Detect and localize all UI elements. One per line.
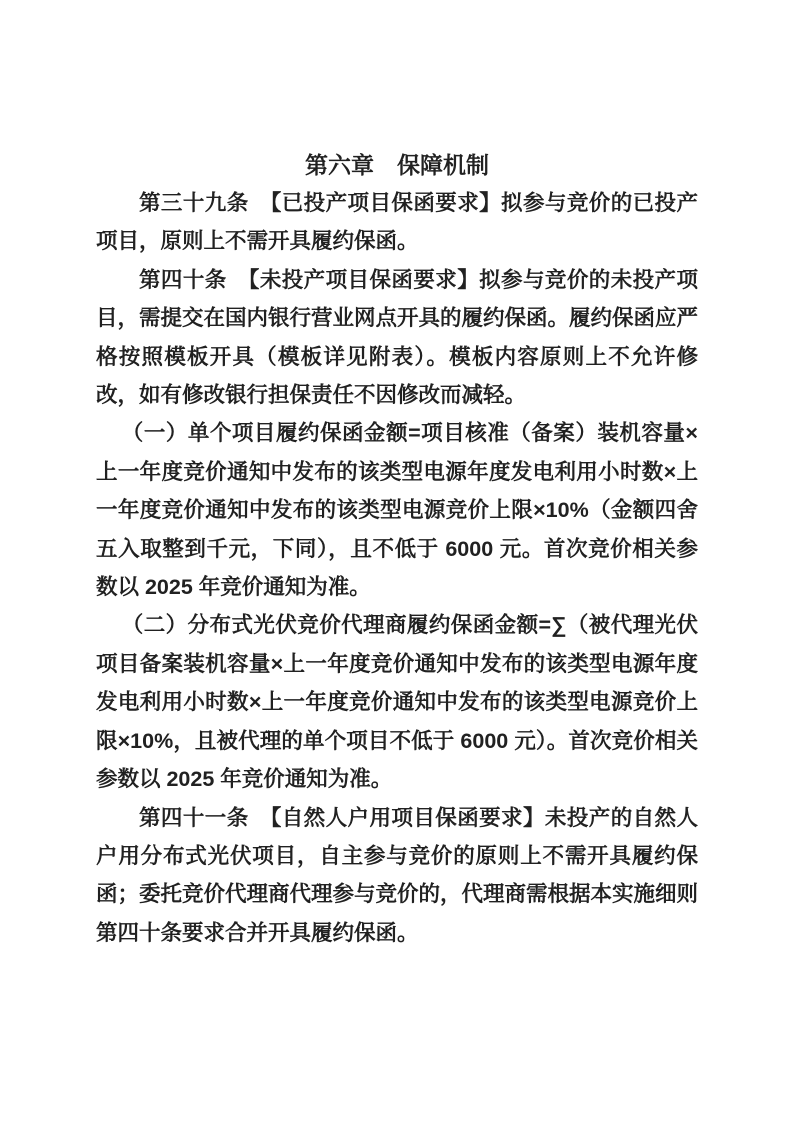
- paragraph-article-40-item-1: （一）单个项目履约保函金额=项目核准（备案）装机容量×上一年度竞价通知中发布的该类型电源年度发电利用小时数×上一年度竞价通知中发布的该类型电源竞价上限×10%（金额四舍五入取整到千元，下同），且不低于 6000 元。首次竞价相关参数以 2025 年竞价通知为准。: [96, 421, 698, 600]
- chapter-title: 第六章 保障机制: [305, 152, 489, 178]
- paragraph-article-40-item-2: （二）分布式光伏竞价代理商履约保函金额=∑（被代理光伏项目备案装机容量×上一年度竞价通知中发布的该类型电源年度发电利用小时数×上一年度竞价通知中发布的该类型电源竞价上限×10%，且被代理的单个项目不低于 6000 元）。首次竞价相关参数以 2025 年竞价通知为准。: [96, 613, 698, 792]
- paragraph-article-41: 第四十一条 【自然人户用项目保函要求】未投产的自然人户用分布式光伏项目，自主参与竞价的原则上不需开具履约保函；委托竞价代理商代理参与竞价的，代理商需根据本实施细则第四十条要求合并开具履约保函。: [96, 805, 699, 945]
- document-content: [96, 146, 698, 952]
- paragraph-article-39: 第三十九条 【已投产项目保函要求】拟参与竞价的已投产项目，原则上不需开具履约保函。: [96, 191, 698, 254]
- paragraph-article-40: 第四十条 【未投产项目保函要求】拟参与竞价的未投产项目，需提交在国内银行营业网点开具的履约保函。履约保函应严格按照模板开具（模板详见附表）。模板内容原则上不允许修改，如有修改银行担保责任不因修改而减轻。: [96, 267, 699, 408]
